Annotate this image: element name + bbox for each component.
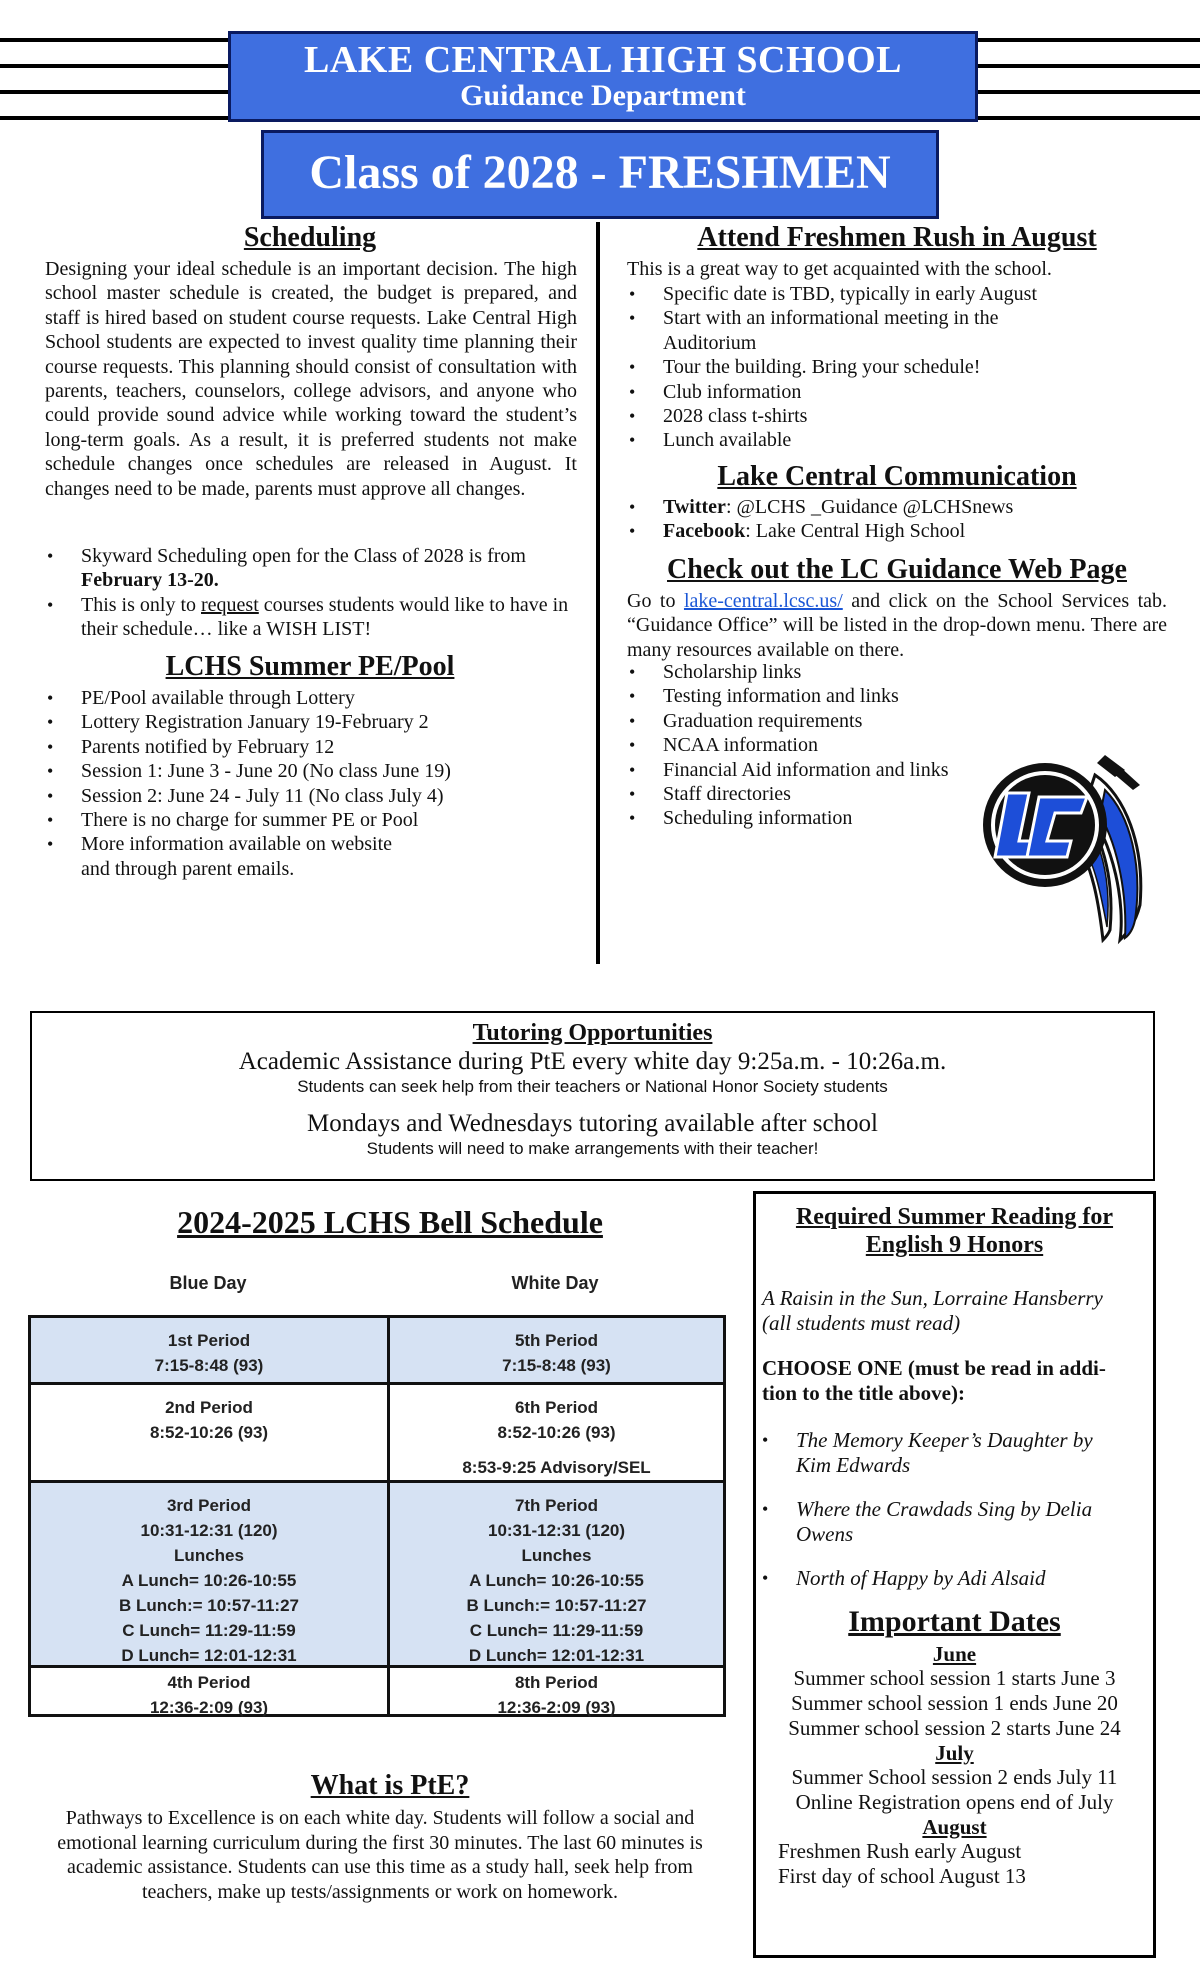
list-item: • Graduation requirements: [627, 709, 957, 733]
facebook-item: • Facebook: Lake Central High School: [627, 519, 1167, 543]
header-stripe: [0, 116, 228, 120]
department-name: Guidance Department: [460, 79, 746, 112]
month-label: July: [935, 1741, 974, 1765]
bell-period-cell: 3rd Period 10:31-12:31 (120) Lunches A Lunch= 10:26-10:55 B Lunch:= 10:57-11:27 C Lunch= 11:29-11:59 D Lunch= 12:01-12:31: [28, 1480, 390, 1668]
summer-pe-title: LCHS Summer PE/Pool: [165, 651, 455, 682]
communication-title: Lake Central Communication: [717, 461, 1077, 492]
list-item: • Financial Aid information and links: [627, 758, 957, 782]
list-item: • Session 2: June 24 - July 11 (No class July 4): [45, 784, 575, 808]
tutoring-box: [30, 1011, 1155, 1181]
tutoring-subline: Students can seek help from their teachers or National Honor Society students: [297, 1077, 888, 1096]
class-title: Class of 2028 - FRESHMEN: [261, 130, 939, 219]
list-item: • Skyward Scheduling open for the Class of 2028 is from February 13-20.: [45, 544, 577, 593]
guidance-web-link[interactable]: lake-central.lcsc.us/: [683, 590, 843, 612]
communication-list: [627, 495, 1167, 544]
header-stripe: [978, 90, 1200, 94]
date-line: Summer school session 2 starts June 24: [788, 1716, 1121, 1740]
bell-period-cell: 6th Period 8:52-10:26 (93) 8:53-9:25 Advisory/SEL: [387, 1382, 726, 1483]
bell-period-cell: 1st Period 7:15-8:48 (93): [28, 1315, 390, 1385]
twitter-item: • Twitter: @LCHS _Guidance @LCHSnews: [627, 495, 1167, 519]
month-label: August: [922, 1815, 987, 1839]
date-line: First day of school August 13: [778, 1864, 1026, 1888]
list-item: • Testing information and links: [627, 684, 957, 708]
advisory-time: 8:53-9:25 Advisory/SEL: [462, 1458, 651, 1477]
tutoring-line: Mondays and Wednesdays tutoring available after school: [307, 1110, 878, 1137]
bell-period-cell: 2nd Period 8:52-10:26 (93): [28, 1382, 390, 1483]
choose-one: tion to the title above):: [762, 1381, 965, 1405]
bell-period-cell: 5th Period 7:15-8:48 (93): [387, 1315, 726, 1385]
header-stripe: [0, 38, 228, 42]
guidance-web-paragraph: Go to lake-central.lcsc.us/ and click on the School Services tab. “Guidance Office” will be listed in the drop-down menu. There are many resources available on there.: [627, 590, 1168, 661]
list-item: • NCAA information: [627, 733, 957, 757]
scheduling-bullets: [45, 544, 577, 642]
guidance-web-title: Check out the LC Guidance Web Page: [667, 554, 1127, 585]
month-label: June: [932, 1642, 977, 1666]
pte-title: What is PtE?: [310, 1770, 470, 1801]
book-option: • Where the Crawdads Sing by Delia Owens: [796, 1497, 1092, 1547]
date-line: Freshmen Rush early August: [778, 1839, 1022, 1863]
header-stripe: [0, 90, 228, 94]
book-option: • The Memory Keeper’s Daughter by Kim Edwards: [796, 1428, 1093, 1478]
required-book: A Raisin in the Sun, Lorraine Hansberry: [762, 1286, 1103, 1310]
list-item: • Scholarship links: [627, 660, 957, 684]
required-note: (all students must read): [762, 1311, 961, 1335]
header-stripe: [0, 64, 228, 68]
bell-period-cell: 7th Period 10:31-12:31 (120) Lunches A Lunch= 10:26-10:55 B Lunch:= 10:57-11:27 C Lunch= 11:29-11:59 D Lunch= 12:01-12:31: [387, 1480, 726, 1668]
bell-period-cell: 4th Period 12:36-2:09 (93): [28, 1665, 390, 1717]
list-item: • Lottery Registration January 19-February 2: [45, 710, 575, 734]
list-item: • Session 1: June 3 - June 20 (No class June 19): [45, 759, 575, 783]
important-dates-title: Important Dates: [848, 1605, 1061, 1638]
list-item: • There is no charge for summer PE or Pool: [45, 808, 575, 832]
list-item: • Specific date is TBD, typically in early August: [627, 282, 1097, 306]
list-item: • This is only to request courses students would like to have in their schedule… like a WISH LIST!: [45, 593, 577, 642]
lc-feather-logo-icon: [975, 735, 1155, 945]
summer-reading-box: [753, 1191, 1156, 1958]
date-line: Summer school session 1 starts June 3: [793, 1666, 1116, 1690]
guidance-web-list: [627, 660, 957, 831]
header-stripe: [978, 64, 1200, 68]
reading-title: Required Summer Reading for: [795, 1204, 1114, 1230]
scheduling-title: Scheduling: [243, 222, 377, 253]
bell-period-cell: 8th Period 12:36-2:09 (93): [387, 1665, 726, 1717]
list-item: • Start with an informational meeting in the Auditorium: [627, 306, 1097, 355]
list-item: • PE/Pool available through Lottery: [45, 686, 575, 710]
tutoring-line: Academic Assistance during PtE every white day 9:25a.m. - 10:26a.m.: [238, 1048, 947, 1075]
header-stripe: [978, 38, 1200, 42]
rush-intro: This is a great way to get acquainted with the school.: [627, 258, 1052, 280]
list-item: • Scheduling information: [627, 806, 957, 830]
book-option: • North of Happy by Adi Alsaid: [796, 1566, 1045, 1591]
tutoring-subline: Students will need to make arrangements with their teacher!: [366, 1139, 819, 1158]
header-stripe: [978, 116, 1200, 120]
list-item: • Lunch available: [627, 428, 1097, 452]
list-item: • Tour the building. Bring your schedule!: [627, 355, 1097, 379]
date-line: Summer School session 2 ends July 11: [791, 1765, 1118, 1789]
scheduling-paragraph: Designing your ideal schedule is an important decision. The high school master schedule is created, the budget is prepared, and staff is hired based on student course requests. Lake Central High School students are expected to invest quality time planning their course requests. This planning should consist of consultation with parents, teachers, counselors, college advisors, and anyone who could provide sound advice while working toward the student’s long-term goals. As a result, it is preferred students not make schedule changes once schedules are released in August. It changes need to be made, parents must approve all changes.: [45, 258, 577, 500]
list-item: • Club information: [627, 380, 1097, 404]
rush-title: Attend Freshmen Rush in August: [697, 222, 1097, 253]
summer-pe-list: [45, 686, 575, 881]
tutoring-title: Tutoring Opportunities: [472, 1020, 713, 1046]
list-item: • 2028 class t-shirts: [627, 404, 1097, 428]
school-name: LAKE CENTRAL HIGH SCHOOL: [304, 39, 902, 81]
list-item: • More information available on website and through parent emails.: [45, 832, 575, 881]
pte-text: Pathways to Excellence is on each white day. Students will follow a social and emotional learning curriculum during the first 30 minutes. The last 60 minutes is academic assistance. Students can use this time as a study hall, seek help from teachers, make up tests/assignments or work on homework.: [57, 1807, 703, 1903]
blue-day-header: Blue Day: [169, 1273, 247, 1293]
list-item: • Staff directories: [627, 782, 957, 806]
choose-one: CHOOSE ONE (must be read in addi-: [762, 1356, 1106, 1380]
school-banner: [228, 31, 978, 122]
date-line: Online Registration opens end of July: [795, 1790, 1114, 1814]
reading-title: English 9 Honors: [865, 1232, 1044, 1258]
white-day-header: White Day: [511, 1273, 599, 1293]
rush-list: [627, 282, 1097, 453]
date-line: Summer school session 1 ends June 20: [791, 1691, 1118, 1715]
column-divider: [596, 222, 600, 964]
list-item: • Parents notified by February 12: [45, 735, 575, 759]
bell-schedule-title: 2024-2025 LCHS Bell Schedule: [177, 1204, 603, 1240]
